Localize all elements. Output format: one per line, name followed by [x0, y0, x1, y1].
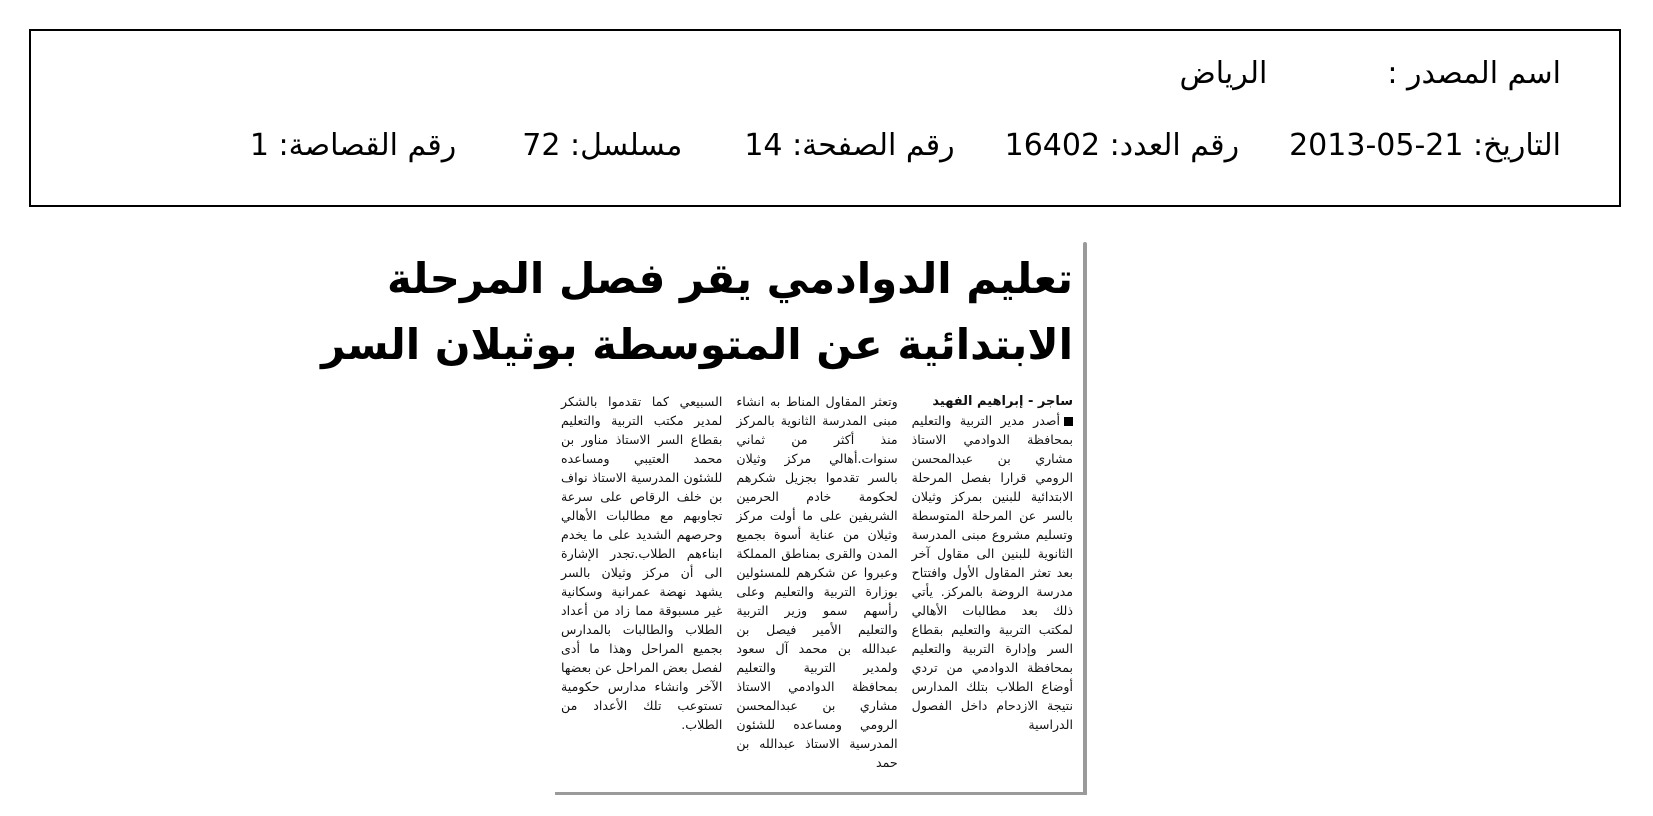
- clipping-field: رقم القصاصة: 1: [249, 128, 457, 163]
- source-row: [1179, 56, 1561, 91]
- column-3-text: السبيعي كما تقدموا بالشكر لمدير مكتب التربية والتعليم بقطاع السر الاستاذ مناور بن محمد العتيبي ومساعده للشئون المدرسية الاستاذ نواف بن خلف الرقاص على سرعة تجاوبهم مع مطالبات الأهالي وحرصهم الشديد على ما يخدم ابناءهم الطلاب.تجدر الإشارة الى أن مركز وثيلان بالسر يشهد نهضة عمرانية وسكانية غير مسبوقة مما زاد من أعداد الطلاب والطالبات بالمدارس بجميع المراحل وهذا ما أدى لفصل بعض المراحل عن بعضها الآخر وانشاء مدارس حكومية تستوعب تلك الأعداد من الطلاب.: [561, 394, 723, 732]
- clipping-right-rule: [1083, 242, 1087, 795]
- column-2-text: وتعثر المقاول المناط به انشاء مبنى المدرسة الثانوية بالمركز منذ أكثر من ثماني سنوات.أهالي مركز وثيلان بالسر تقدموا بجزيل شكرهم لحكومة خادم الحرمين الشريفين على ما أولت مركز وثيلان من عناية أسوة بجميع المدن والقرى بمناطق المملكة وعبروا عن شكرهم للمسئولين بوزارة التربية والتعليم وعلى رأسهم سمو وزير التربية والتعليم الأمير فيصل بن عبدالله بن محمد آل سعود ولمدير التربية والتعليم بمحافظة الدوادمي الاستاذ مشاري بن عبدالمحسن الرومي ومساعده للشئون المدرسية الاستاذ عبدالله بن حمد: [736, 394, 898, 770]
- clipping-bottom-rule: [555, 792, 1087, 795]
- article-columns: [561, 392, 1073, 787]
- article-column-3: [561, 392, 722, 787]
- article-column-1: [912, 392, 1073, 787]
- article-column-2: [736, 392, 897, 787]
- headline-line-2: الابتدائية عن المتوسطة بوثيلان السر: [321, 320, 1073, 369]
- details-row: [249, 128, 1561, 163]
- newspaper-clipping: [321, 240, 1087, 795]
- serial-field: مسلسل: 72: [522, 128, 683, 163]
- article-headline: [321, 246, 1073, 378]
- page-field: رقم الصفحة: 14: [744, 128, 955, 163]
- bullet-square-icon: [1064, 417, 1073, 426]
- article-byline: ساجر - إبراهيم الفهيد: [932, 394, 1073, 409]
- source-value: الرياض: [1179, 56, 1268, 91]
- date-field: التاريخ: 21-05-2013: [1289, 128, 1561, 163]
- column-1-text: أصدر مدير التربية والتعليم بمحافظة الدوادمي الاستاذ مشاري بن عبدالمحسن الرومي قرارا بفصل المرحلة الابتدائية للبنين بمركز وثيلان بالسر عن المرحلة المتوسطة وتسليم مشروع مبنى المدرسة الثانوية للبنين الى مقاول آخر بعد تعثر المقاول الأول وافتتاح مدرسة الروضة بالمركز. يأتي ذلك بعد مطالبات الأهالي لمكتب التربية والتعليم بقطاع السر وإدارة التربية والتعليم بمحافظة الدوادمي من تردي أوضاع الطلاب بتلك المدارس نتيجة الازدحام داخل الفصول الدراسية: [911, 413, 1073, 732]
- issue-field: رقم العدد: 16402: [1004, 128, 1240, 163]
- metadata-box: [29, 29, 1621, 207]
- headline-line-1: تعليم الدوادمي يقر فصل المرحلة: [386, 254, 1073, 303]
- source-label: اسم المصدر :: [1387, 56, 1561, 91]
